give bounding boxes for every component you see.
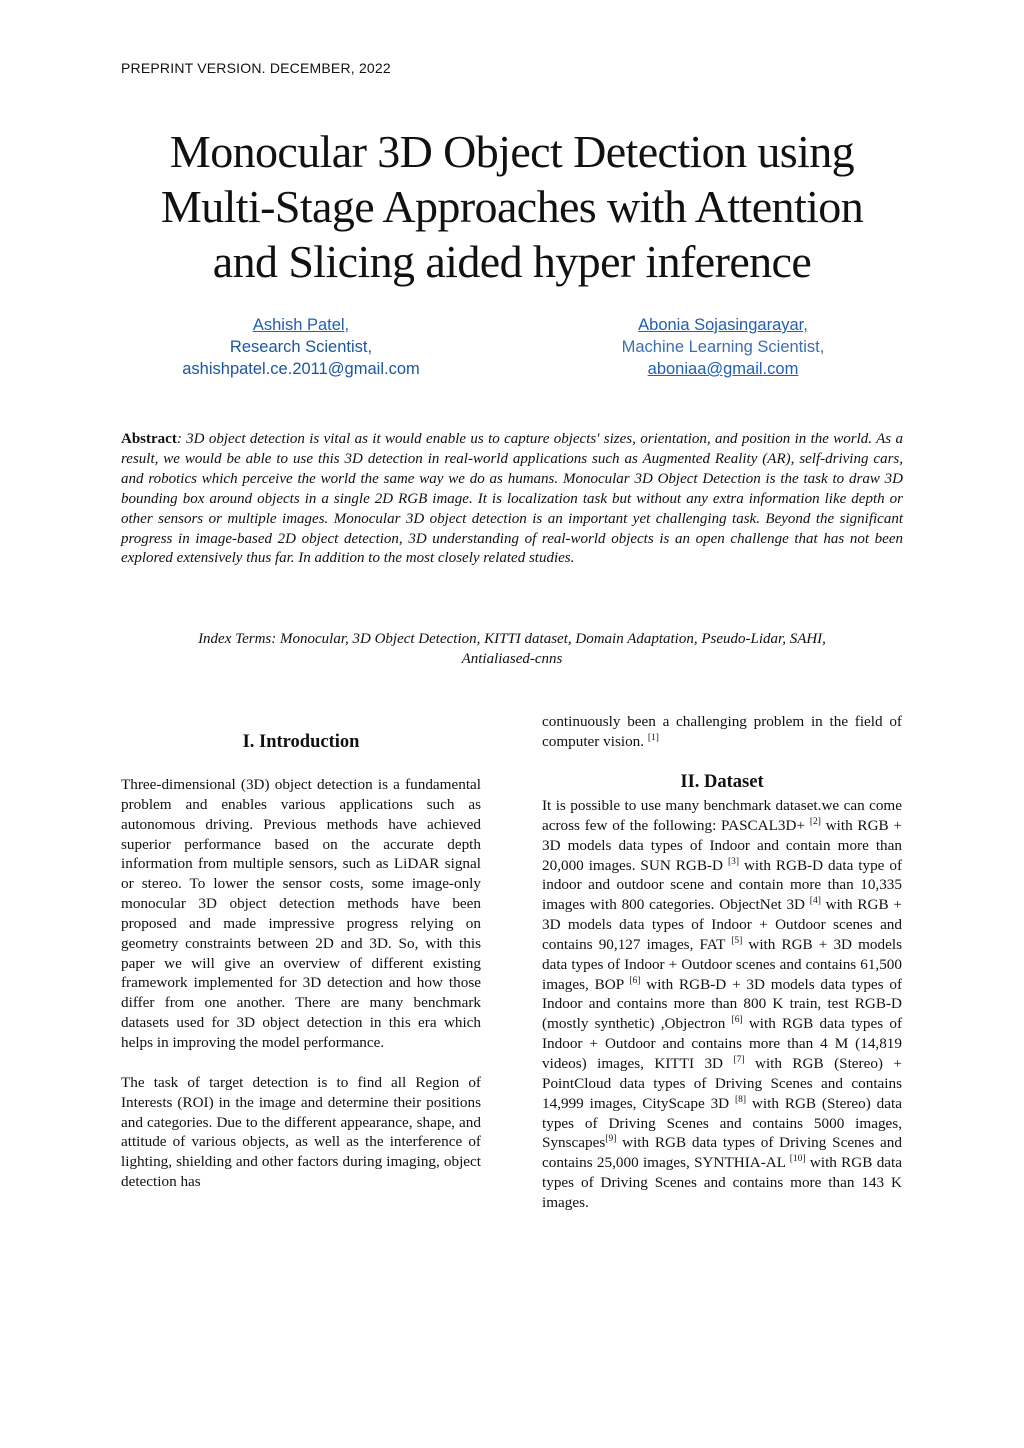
index-terms: Index Terms: Monocular, 3D Object Detection, KITTI dataset, Domain Adaptation, Pseudo-Lidar, SAHI, Antialiased-cnns bbox=[198, 631, 826, 667]
preprint-header: PREPRINT VERSION. DECEMBER, 2022 bbox=[121, 60, 391, 76]
dataset-text-run: with RGB data types of Indoor + Outdoor and contains more than 4 M (14,819 videos) images, KITTI 3D bbox=[542, 1015, 903, 1072]
citation-ref: [9] bbox=[605, 1134, 617, 1145]
title-line: and Slicing aided hyper inference bbox=[212, 236, 812, 287]
dataset-text-run: with RGB + 3D models data types of Indoor + Outdoor scenes and contains 90,127 images, FAT bbox=[542, 896, 902, 953]
author-email-link[interactable]: aboniaa@gmail.com bbox=[647, 360, 799, 378]
abstract-text: : 3D object detection is vital as it would enable us to capture objects' sizes, orientation, and position in the world. As a result, we would be able to use this 3D detection in real-world applications such as Augmented Reality (AR), self-driving cars, and robotics which perceive the world the same way we do as humans. Monocular 3D Object Detection is the task to draw 3D bounding box around objects in a single 2D RGB image. It is localization task but without any extra information like depth or other sensors or multiple images. Monocular 3D object detection is an important yet challenging task. Beyond the significant progress in image-based 2D object detection, 3D understanding of real-world objects is an open challenge that has not been explored extensively thus far. In addition to the most closely related studies. bbox=[121, 431, 903, 567]
dataset-text-run: with RGB + 3D models data types of Indoor + Outdoor scenes and contains 61,500 images, BOP bbox=[542, 935, 902, 993]
citation-ref: [6] bbox=[629, 975, 641, 986]
continuation-text: continuously been a challenging problem in the field of computer vision. bbox=[542, 713, 902, 750]
title-line: Monocular 3D Object Detection using bbox=[169, 126, 855, 177]
citation-ref: [8] bbox=[735, 1094, 747, 1105]
citation-ref: [4] bbox=[809, 896, 821, 907]
dataset-text-run: with RGB-D data type of indoor and outdoor scene and contain more than 10,335 images with 800 categories. ObjectNet 3D bbox=[542, 856, 902, 914]
author-block-1 bbox=[150, 314, 452, 380]
citation-ref: [3] bbox=[727, 856, 740, 867]
author-block-2 bbox=[572, 314, 874, 380]
citation-ref: [5] bbox=[731, 935, 743, 946]
author-role: Machine Learning Scientist, bbox=[621, 338, 825, 356]
dataset-paragraph bbox=[542, 796, 902, 1213]
section-heading-introduction: I. Introduction bbox=[242, 732, 360, 752]
intro-paragraph-1: Three-dimensional (3D) object detection is a fundamental problem and enables various applications such as autonomous driving. Previous methods have achieved superior performance based on the accurate depth information from multiple sensors, such as LiDAR signal or stereo. To lower the sensor costs, some image-only monocular 3D object detection methods have been proposed and made impressive progress relying on geometry constraints between 2D and 3D. So, with this paper we will give an overview of different existing framework implemented for 3D detection and how those differ from one another. There are many benchmark datasets used for 3D object detection in this era which helps in improving the model performance. bbox=[121, 776, 481, 1051]
title-line: Multi-Stage Approaches with Attention bbox=[160, 181, 864, 232]
citation-ref: [1] bbox=[647, 732, 659, 743]
citation-ref: [2] bbox=[809, 816, 821, 827]
author-name-link[interactable]: Ashish Patel, bbox=[252, 316, 350, 334]
citation-ref: [7] bbox=[733, 1054, 745, 1065]
dataset-text-run: with RGB data types of Driving Scenes and contains 25,000 images, SYNTHIA-AL bbox=[542, 1134, 902, 1172]
dataset-text-run: It is possible to use many benchmark dataset.we can come across few of the following: PASCAL3D+ bbox=[542, 797, 902, 834]
intro-paragraph-2-continued bbox=[542, 712, 902, 752]
intro-paragraph-2: The task of target detection is to find all Region of Interests (ROI) in the image and determine their positions and categories. Due to the different appearance, shape, and attitude of various objects, as well as the interference of lighting, shielding and other factors during imaging, object detection has bbox=[121, 1073, 481, 1191]
left-column bbox=[121, 775, 481, 1192]
dataset-text-run: with RGB + 3D models data types of Indoor and contain more than 20,000 images. SUN RGB-D bbox=[542, 816, 902, 874]
dataset-column bbox=[542, 796, 902, 1213]
author-name-link[interactable]: Abonia Sojasingarayar, bbox=[638, 316, 808, 334]
citation-ref: [6] bbox=[731, 1015, 743, 1026]
citation-ref: [10] bbox=[789, 1154, 806, 1165]
author-role: Research Scientist, bbox=[229, 338, 373, 356]
abstract-label: Abstract bbox=[121, 431, 177, 447]
section-heading-dataset: II. Dataset bbox=[680, 772, 764, 792]
abstract bbox=[121, 430, 903, 569]
dataset-text-run: with RGB (Stereo) data types of Driving Scenes and contains 5000 images, Synscapes bbox=[542, 1094, 902, 1152]
dataset-text-run: with RGB-D + 3D models data types of Indoor and contains more than 800 K train, test RGB-D (mostly synthetic) ,Objectron bbox=[542, 975, 902, 1033]
author-email: ashishpatel.ce.2011@gmail.com bbox=[182, 360, 420, 378]
intro-continuation bbox=[542, 712, 902, 752]
dataset-text-run: with RGB data types of Driving Scenes and contains more than 143 K images. bbox=[542, 1154, 902, 1211]
dataset-text-run: with RGB (Stereo) + PointCloud data types of Driving Scenes and contains 14,999 images, CityScape 3D bbox=[542, 1054, 902, 1112]
paper-title bbox=[100, 124, 924, 289]
